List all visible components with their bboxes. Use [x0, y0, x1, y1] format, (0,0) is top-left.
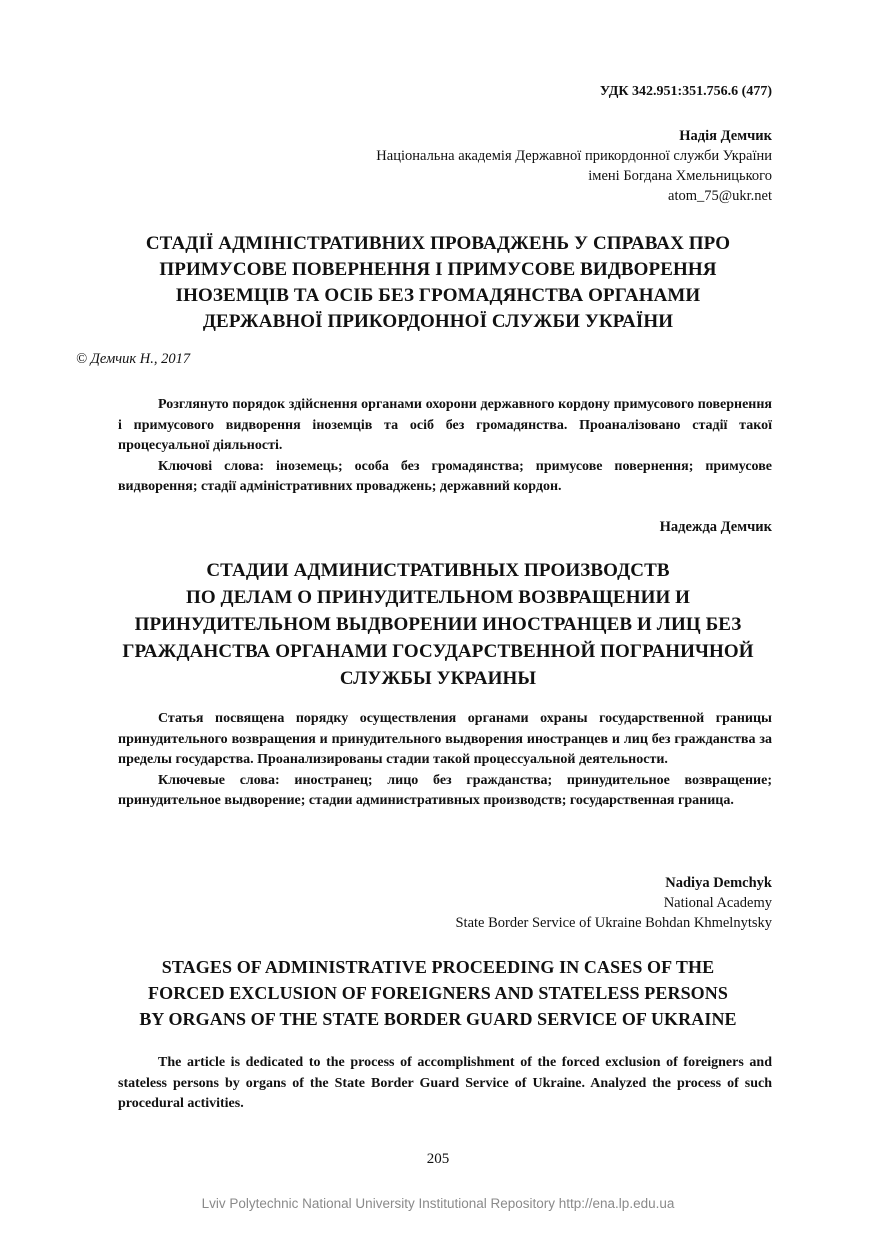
- keywords-ru: Ключевые слова: иностранец; лицо без гражданства; принудительное возвращение; принудительное выдворение; стадии административных производств; государственная граница.: [118, 772, 772, 808]
- author-block-en: [455, 873, 772, 933]
- author-institution-line2-uk: імені Богдана Хмельницького: [588, 168, 772, 184]
- abstract-en: [118, 1053, 772, 1115]
- author-name-uk: Надія Демчик: [679, 128, 772, 144]
- author-block-ru: [660, 517, 772, 537]
- title-line: ПРИМУСОВЕ ПОВЕРНЕННЯ І ПРИМУСОВЕ ВИДВОРЕННЯ: [159, 259, 717, 280]
- title-line: ДЕРЖАВНОЇ ПРИКОРДОННОЇ СЛУЖБИ УКРАЇНИ: [202, 311, 674, 332]
- author-institution-line2-en: State Border Service of Ukraine Bohdan Khmelnytsky: [455, 915, 772, 931]
- title-line: FORCED EXCLUSION OF FOREIGNERS AND STATELESS PERSONS: [148, 983, 728, 1003]
- abstract-text-ru: Статья посвящена порядку осуществления органами охраны государственной границы принудительного возвращения и принудительного выдворения иностранцев и лиц без гражданства за пределы государства. Проанализированы стадии такой процессуальной деятельности.: [118, 711, 772, 767]
- title-line: ГРАЖДАНСТВА ОРГАНАМИ ГОСУДАРСТВЕННОЙ ПОГРАНИЧНОЙ: [122, 641, 754, 662]
- author-name-en: Nadiya Demchyk: [665, 875, 772, 891]
- abstract-ru: [118, 709, 772, 812]
- abstract-text-uk: Розглянуто порядок здійснення органами охорони державного кордону примусового повернення і примусового видворення іноземців та осіб без громадянства. Проаналізовано стадії такої процесуальної діяльності.: [118, 397, 772, 453]
- author-block-uk: [376, 126, 772, 206]
- title-line: ПРИНУДИТЕЛЬНОМ ВЫДВОРЕНИИ ИНОСТРАНЦЕВ И ЛИЦ БЕЗ: [134, 614, 742, 635]
- title-line: BY ORGANS OF THE STATE BORDER GUARD SERVICE OF UKRAINE: [139, 1009, 737, 1029]
- author-name-ru: Надежда Демчик: [659, 519, 772, 535]
- article-title-uk: [60, 231, 816, 335]
- author-email: atom_75@ukr.net: [668, 188, 772, 204]
- title-line: STAGES OF ADMINISTRATIVE PROCEEDING IN CASES OF THE: [161, 957, 715, 977]
- title-line: ПО ДЕЛАМ О ПРИНУДИТЕЛЬНОМ ВОЗВРАЩЕНИИ И: [185, 587, 691, 608]
- article-title-ru: [60, 557, 816, 692]
- abstract-text-en: The article is dedicated to the process of accomplishment of the forced exclusion of foreigners and stateless persons by organs of the State Border Guard Service of Ukraine. Analyzed the process of such procedural activities.: [118, 1055, 772, 1111]
- author-institution-uk: Національна академія Державної прикордонної служби України: [376, 148, 772, 164]
- title-line: СТАДИИ АДМИНИСТРАТИВНЫХ ПРОИЗВОДСТВ: [206, 560, 670, 581]
- udc-code: УДК 342.951:351.756.6 (477): [599, 84, 772, 99]
- author-institution-en: National Academy: [663, 895, 772, 911]
- title-line: СЛУЖБЫ УКРАИНЫ: [339, 668, 537, 689]
- title-line: ІНОЗЕМЦІВ ТА ОСІБ БЕЗ ГРОМАДЯНСТВА ОРГАНАМИ: [175, 285, 701, 306]
- title-line: СТАДІЇ АДМІНІСТРАТИВНИХ ПРОВАДЖЕНЬ У СПРАВАХ ПРО: [145, 233, 731, 254]
- keywords-uk: Ключові слова: іноземець; особа без громадянства; примусове повернення; примусове видворення; стадії адміністративних проваджень; державний кордон.: [118, 458, 772, 494]
- abstract-uk: [118, 395, 772, 498]
- repository-footer: Lviv Polytechnic National University Institutional Repository http://ena.lp.edu.ua: [201, 1196, 675, 1211]
- page-number: 205: [426, 1151, 450, 1167]
- copyright-notice: © Демчик Н., 2017: [76, 351, 191, 367]
- article-title-en: [60, 954, 816, 1032]
